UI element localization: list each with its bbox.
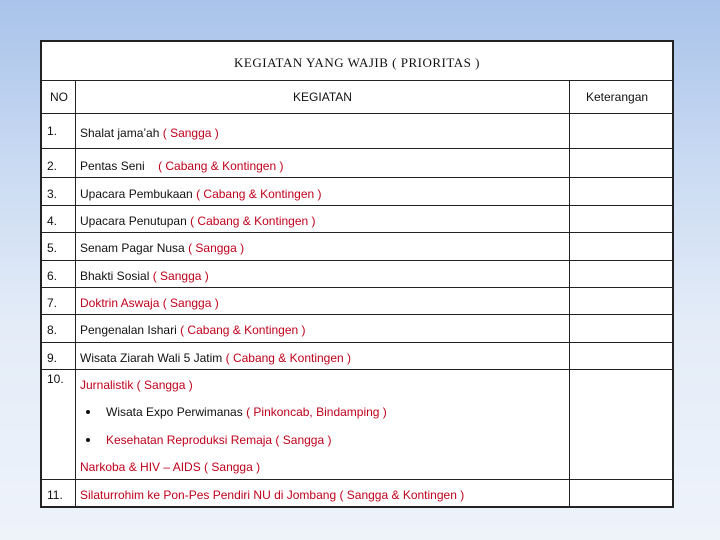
- activity-name: Narkoba & HIV – AIDS ( Sangga ): [80, 460, 261, 474]
- row-activity: [80, 159, 283, 173]
- activity-organizer: ( Cabang & Kontingen ): [225, 351, 352, 365]
- row-number: 1.: [47, 124, 58, 138]
- row-divider: [42, 287, 672, 288]
- row-divider: [42, 113, 672, 114]
- col-divider: [569, 80, 570, 508]
- row-activity: [80, 323, 306, 337]
- row-divider: [42, 369, 672, 370]
- row-activity: [80, 126, 219, 140]
- row-divider: [42, 232, 672, 233]
- row-divider: [42, 342, 672, 343]
- row-number: 5.: [47, 241, 58, 255]
- row-divider: [42, 177, 672, 178]
- row-divider: [42, 80, 672, 81]
- activity-name: Kesehatan Reproduksi Remaja ( Sangga ): [106, 433, 332, 447]
- row-activity: [80, 187, 322, 201]
- activity-name: Doktrin Aswaja ( Sangga ): [80, 296, 219, 310]
- activity-organizer: ( Cabang & Kontingen ): [158, 159, 284, 173]
- activity-organizer: ( Cabang & Kontingen ): [190, 214, 316, 228]
- row-number: 4.: [47, 214, 58, 228]
- row-number: 6.: [47, 269, 58, 283]
- row-activity: [80, 241, 244, 255]
- row-number: 8.: [47, 323, 58, 337]
- activity-organizer: ( Cabang & Kontingen ): [196, 187, 322, 201]
- activity-name: Bhakti Sosial: [80, 269, 150, 283]
- activity-name: Upacara Penutupan: [80, 214, 187, 228]
- row-number: 3.: [47, 187, 58, 201]
- row-number: 2.: [47, 159, 58, 173]
- row-divider: [42, 205, 672, 206]
- activity-organizer: ( Sangga ): [152, 269, 209, 283]
- col-divider: [75, 80, 76, 508]
- activity-name: Senam Pagar Nusa: [80, 241, 185, 255]
- activity-organizer: ( Sangga ): [162, 126, 219, 140]
- row-divider: [42, 314, 672, 315]
- row-divider: [42, 260, 672, 261]
- row-activity: [80, 269, 209, 283]
- activity-organizer: ( Cabang & Kontingen ): [180, 323, 306, 337]
- activity-organizer: ( Pinkoncab, Bindamping ): [246, 405, 387, 419]
- row-activity: [80, 351, 351, 365]
- table-title: KEGIATAN YANG WAJIB ( PRIORITAS ): [234, 55, 480, 70]
- activity-name: Pentas Seni: [80, 159, 145, 173]
- activity-table: [40, 40, 674, 508]
- activity-name: Jurnalistik ( Sangga ): [80, 378, 193, 392]
- row-number: 9.: [47, 351, 58, 365]
- row-activity: [106, 405, 387, 419]
- row-divider: [42, 479, 672, 480]
- activity-name: Shalat jama’ah: [80, 126, 160, 140]
- activity-name: Wisata Ziarah Wali 5 Jatim: [80, 351, 223, 365]
- row-number: 11.: [47, 488, 63, 502]
- activity-organizer: ( Sangga ): [188, 241, 245, 255]
- bullet-icon: [86, 438, 90, 442]
- header-no: NO: [50, 90, 68, 104]
- header-kegiatan: KEGIATAN: [293, 90, 352, 104]
- header-keterangan: Keterangan: [586, 90, 649, 104]
- row-number: 7.: [47, 296, 58, 310]
- activity-name: Upacara Pembukaan: [80, 187, 193, 201]
- activity-name: Wisata Expo Perwimanas: [106, 405, 243, 419]
- activity-name: Silaturrohim ke Pon-Pes Pendiri NU di Jombang ( Sangga & Kontingen ): [80, 488, 465, 502]
- row-divider: [42, 148, 672, 149]
- activity-name: Pengenalan Ishari: [80, 323, 177, 337]
- row-activity: [80, 214, 316, 228]
- row-number: 10.: [47, 372, 64, 386]
- bullet-icon: [86, 410, 90, 414]
